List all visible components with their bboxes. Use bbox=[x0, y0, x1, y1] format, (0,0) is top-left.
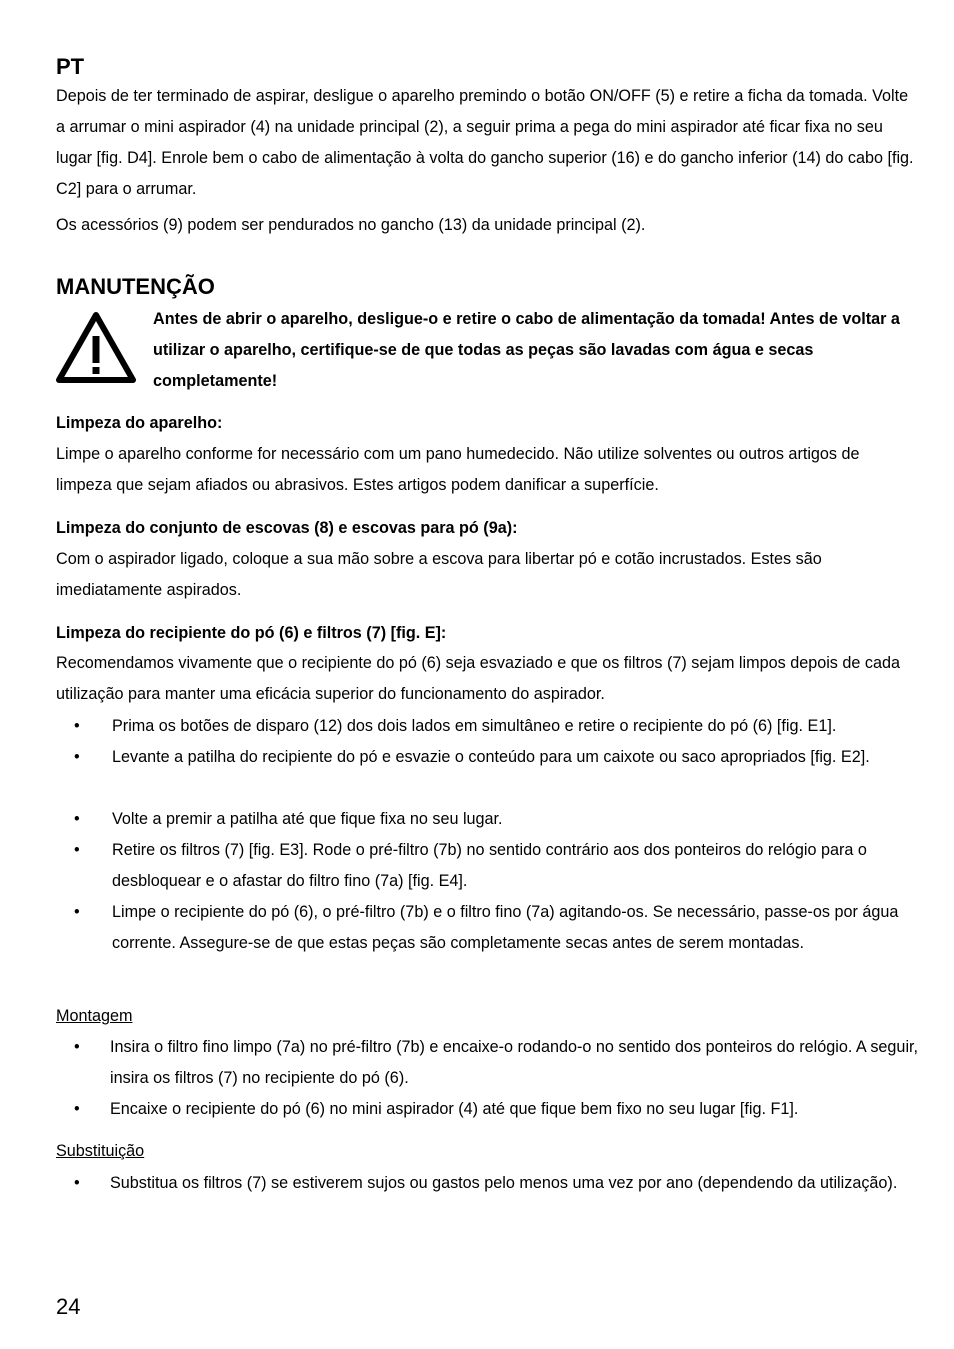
intro-paragraph-2: Os acessórios (9) podem ser pendurados no gancho (13) da unidade principal (2). bbox=[56, 216, 646, 234]
bullet: • bbox=[74, 903, 80, 921]
bullet: • bbox=[74, 1100, 80, 1118]
bullet: • bbox=[74, 748, 80, 766]
device-cleaning-text: Limpe o aparelho conforme for necessário com um pano humedecido. Não utilize solventes ou outros artigos de limpeza que sejam afiados ou abrasivos. Estes artigos podem danificar a superfície. bbox=[56, 445, 860, 494]
bullet: • bbox=[74, 717, 80, 735]
intro-paragraph-1: Depois de ter terminado de aspirar, desligue o aparelho premindo o botão ON/OFF (5) e retire a ficha da tomada. Volte a arrumar o mini aspirador (4) na unidade principal (2), a seguir prima a pega do mini aspirador até ficar fixa no seu lugar [fig. D4]. Enrole bem o cabo de alimentação à volta do gancho superior (16) e do gancho inferior (14) do cabo [fig. C2] para o arrumar. bbox=[56, 87, 914, 198]
language-code: PT bbox=[56, 54, 85, 79]
subheading-device-cleaning: Limpeza do aparelho: bbox=[56, 414, 223, 432]
warning-text: Antes de abrir o aparelho, desligue-o e retire o cabo de alimentação da tomada! Antes de voltar a utilizar o aparelho, certifique-se de que todas as peças são lavadas com água e secas completamente! bbox=[153, 310, 900, 390]
subheading-brush-cleaning: Limpeza do conjunto de escovas (8) e escovas para pó (9a): bbox=[56, 519, 518, 537]
subheading-dust-container-cleaning: Limpeza do recipiente do pó (6) e filtros (7) [fig. E]: bbox=[56, 624, 447, 642]
subheading-replacement: Substituição bbox=[56, 1142, 145, 1160]
bullet: • bbox=[74, 810, 80, 828]
bullet: • bbox=[74, 841, 80, 859]
warning-triangle-icon bbox=[56, 311, 136, 383]
brush-cleaning-text: Com o aspirador ligado, coloque a sua mão sobre a escova para libertar pó e cotão incrustados. Estes são imediatamente aspirados. bbox=[56, 550, 822, 599]
section-title-maintenance: MANUTENÇÃO bbox=[56, 274, 215, 299]
page-number: 24 bbox=[56, 1294, 81, 1319]
bullet: • bbox=[74, 1174, 80, 1192]
bullet: • bbox=[74, 1038, 80, 1056]
subheading-assembly: Montagem bbox=[56, 1007, 133, 1025]
dust-container-text: Recomendamos vivamente que o recipiente do pó (6) seja esvaziado e que os filtros (7) sejam limpos depois de cada utilização para manter uma eficácia superior do funcionamento do aspirador. bbox=[56, 654, 901, 703]
